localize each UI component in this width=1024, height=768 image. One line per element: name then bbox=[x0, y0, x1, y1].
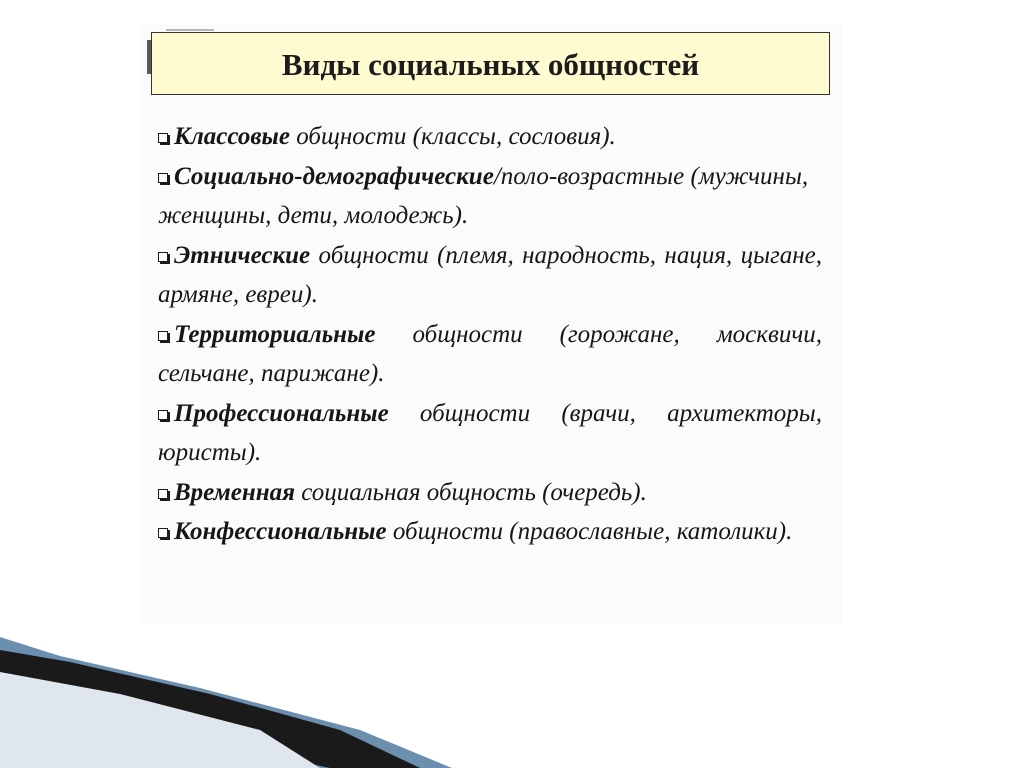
item-term: Классовые bbox=[174, 123, 290, 150]
item-text: общности (племя, народность, нация, цыгане, армяне, евреи). bbox=[158, 241, 822, 308]
item-term: Территориальные bbox=[174, 320, 376, 348]
item-text: общности (врачи, архитекторы, юристы). bbox=[158, 399, 822, 466]
item-text: общности (классы, сословия). bbox=[289, 123, 616, 150]
item-term: Этнические bbox=[174, 241, 311, 269]
item-text: социальная общность (очередь). bbox=[295, 478, 647, 506]
slide-title: Виды социальных общностей bbox=[281, 46, 700, 82]
item-term: Конфессиональные bbox=[174, 518, 387, 545]
item-text: /поло-возрастные (мужчины, женщины, дети, молодежь). bbox=[158, 162, 809, 229]
item-term: Временная bbox=[174, 478, 296, 506]
item-term: Социально-демографические bbox=[174, 162, 494, 190]
item-text: общности (православные, католики). bbox=[386, 518, 793, 545]
item-text: общности (горожане, москвичи, сельчане, парижане). bbox=[158, 320, 822, 387]
item-term: Профессиональные bbox=[174, 399, 389, 427]
